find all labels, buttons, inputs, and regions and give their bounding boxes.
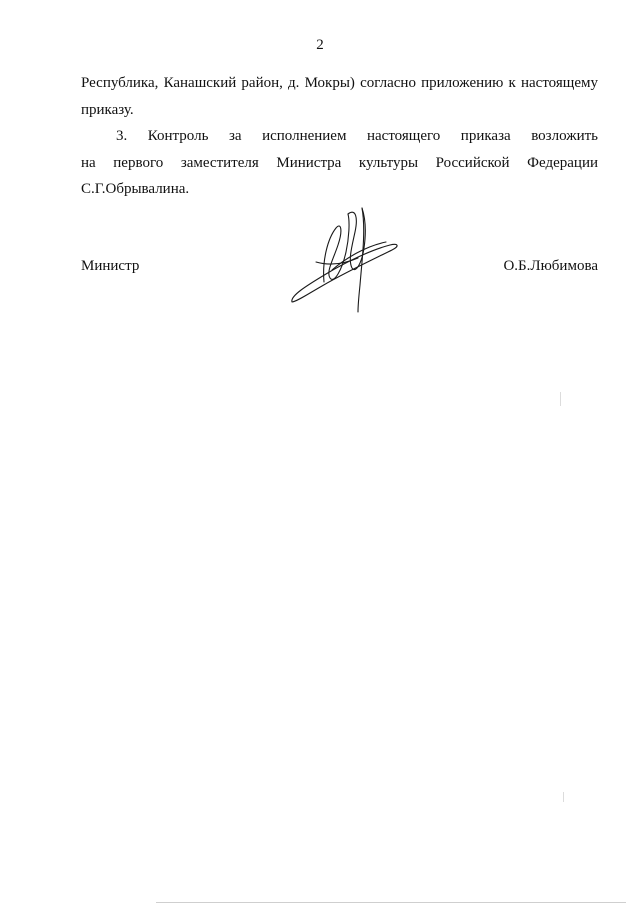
signature-stroke-1 (324, 214, 349, 282)
text-line-5: С.Г.Обрывалина. (81, 181, 190, 197)
signatory-name: О.Б.Любимова (503, 258, 598, 274)
signature-stroke-4 (292, 244, 397, 302)
text-line-3: 3. Контроль за исполнением настоящего приказа возложить (116, 128, 598, 144)
scan-artifact (560, 392, 561, 406)
text-line-1: Республика, Канашский район, д. Мокры) согласно приложению к настоящему (81, 75, 598, 91)
signature-graphic (286, 200, 406, 315)
scan-edge-line (156, 902, 626, 903)
signatory-title: Министр (81, 258, 140, 274)
page-number: 2 (316, 37, 324, 53)
text-line-2: приказу. (81, 102, 134, 118)
handwritten-signature (286, 200, 406, 315)
signature-stroke-6 (316, 258, 358, 264)
text-line-4: на первого заместителя Министра культуры Российской Федерации (81, 155, 598, 171)
scan-artifact (563, 792, 564, 802)
